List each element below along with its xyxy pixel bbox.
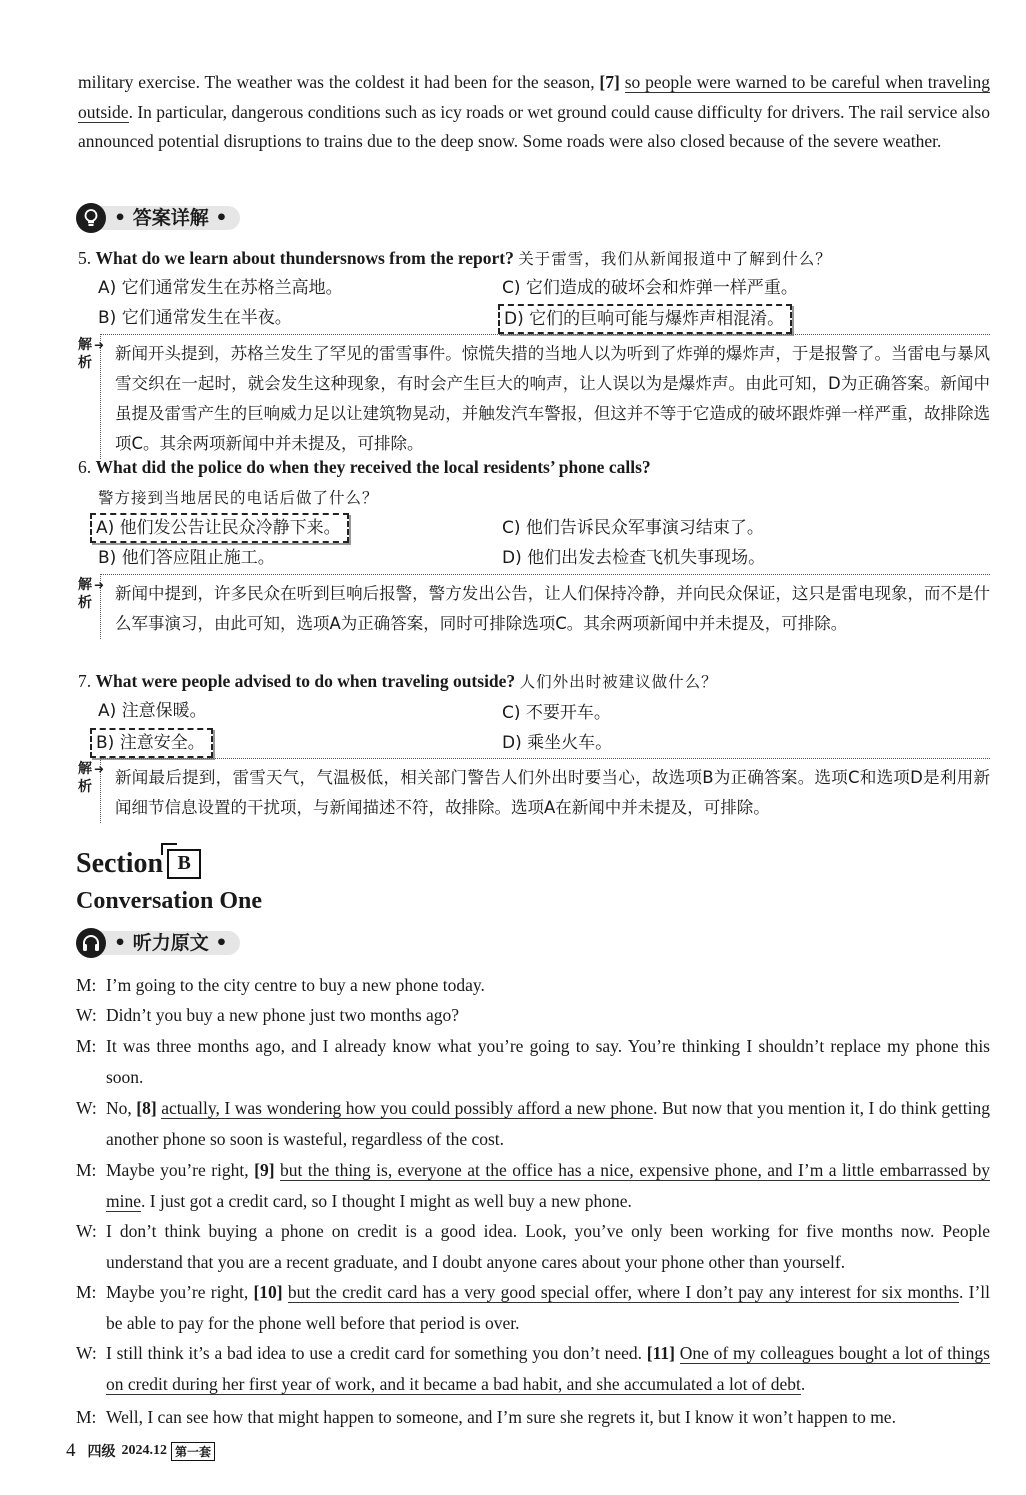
option-b: B) 它们通常发生在半夜。 xyxy=(98,308,292,328)
question-6 xyxy=(78,455,998,479)
utterance-text: I don’t think buying a phone on credit is a good idea. Look, you’ve only been working for five months now. People understand that you are a recent graduate, and I doubt anyone cares about your phone other than yourself. xyxy=(106,1221,990,1272)
correct-option-b: B) 注意安全。 xyxy=(90,728,213,758)
option-c: C) 它们造成的破坏会和炸弹一样严重。 xyxy=(502,278,798,298)
question-english: What were people advised to do when traveling outside? xyxy=(95,671,516,691)
speaker-label: W: xyxy=(76,1221,97,1241)
utterance-text: I’m going to the city centre to buy a new phone today. xyxy=(106,975,485,995)
question-marker: [11] xyxy=(646,1343,675,1363)
explanation-tag: 解析 ➜ xyxy=(78,337,105,371)
speaker-label: W: xyxy=(76,1005,97,1025)
section-letter-box: B xyxy=(167,849,201,879)
paragraph-text: . In particular, dangerous conditions such as icy roads or wet ground could cause difficulty for drivers. The rail service also announced potential disruptions to trains due to the deep snow. Some roads were also closed because of the severe weather. xyxy=(78,101,990,151)
question-marker: [9] xyxy=(254,1160,275,1180)
dialogue-line: M: Maybe you’re right, [9] but the thing is, everyone at the office has a nice, expensive phone, and I’m a little embarrassed by mine. I just got a credit card, so I thought I might as well buy a new phone. xyxy=(76,1155,990,1216)
explanation-text: 新闻中提到，许多民众在听到巨响后报警，警方发出公告，让人们保持冷静，并向民众保证，这只是雷电现象，而不是什么军事演习，由此可知，选项A为正确答案，同时可排除选项C。其余两项新闻中并未提及，可排除。 xyxy=(100,574,990,639)
utterance-text: Didn’t you buy a new phone just two months ago? xyxy=(106,1005,460,1025)
explanation-tag: 解析 ➜ xyxy=(78,761,105,795)
question-english: What do we learn about thundersnows from the report? xyxy=(95,248,514,268)
option-a: A) 注意保暖。 xyxy=(98,701,207,721)
explanation-6 xyxy=(78,574,990,664)
utterance-text: Well, I can see how that might happen to someone, and I’m sure she regrets it, but I know it won’t happen to me. xyxy=(106,1407,896,1427)
page-number: 4 xyxy=(66,1440,76,1461)
underlined-key-sentence: but the credit card has a very good special offer, where I don’t pay any interest for six months xyxy=(287,1282,959,1302)
dialogue-line: W: I still think it’s a bad idea to use a credit card for something you don’t need. [11] One of my colleagues bought a lot of things on credit during her first year of work, and it became a bad habit, and she accumulated a lot of debt. xyxy=(76,1338,990,1399)
speaker-label: M: xyxy=(76,1036,97,1056)
dialogue-line xyxy=(76,1402,990,1433)
underlined-key-sentence: so people were warned to be careful when traveling outside xyxy=(78,72,990,122)
question-chinese: 关于雷雪，我们从新闻报道中了解到什么？ xyxy=(518,250,832,268)
headphones-icon xyxy=(76,928,106,958)
underlined-key-sentence: but the thing is, everyone at the office has a nice, expensive phone, and I’m a little embarrassed by mine xyxy=(106,1160,991,1211)
exam-set: 第一套 xyxy=(171,1442,215,1461)
conversation-title: Conversation One xyxy=(76,888,262,914)
listening-header-label: • 听力原文 • xyxy=(98,931,240,955)
question-marker: [8] xyxy=(136,1098,157,1118)
underlined-key-sentence: One of my colleagues bought a lot of things on credit during her first year of work, and it became a bad habit, and she accumulated a lot of debt xyxy=(106,1343,990,1394)
speaker-label: M: xyxy=(76,975,97,995)
option-a: A) 它们通常发生在苏格兰高地。 xyxy=(98,278,343,298)
section-heading: Section B xyxy=(76,848,201,880)
question-chinese: 人们外出时被建议做什么？ xyxy=(519,673,718,691)
paragraph-text: military exercise. The weather was the coldest it had been for the season, xyxy=(78,72,600,92)
speaker-label: W: xyxy=(76,1343,97,1363)
question-6-chinese: 警方接到当地居民的电话后做了什么？ xyxy=(98,489,379,507)
exam-level: 四级 xyxy=(87,1444,116,1460)
arrow-icon: ➜ xyxy=(94,338,105,352)
explanation-text: 新闻最后提到，雷雪天气，气温极低，相关部门警告人们外出时要当心，故选项B为正确答案。选项C和选项D是利用新闻细节信息设置的干扰项，与新闻描述不符，故排除。选项A在新闻中并未提及，可排除。 xyxy=(100,758,990,823)
dialogue-line xyxy=(76,1000,990,1031)
question-marker: [10] xyxy=(253,1282,283,1302)
option-d: D) 乘坐火车。 xyxy=(502,733,613,753)
dialogue-line xyxy=(76,1216,990,1277)
explanation-5 xyxy=(78,334,990,453)
dialogue-line: W: No, [8] actually, I was wondering how you could possibly afford a new phone. But now that you mention it, I do think getting another phone so soon is wasteful, regardless of the cost. xyxy=(76,1093,990,1154)
answers-header-label: • 答案详解 • xyxy=(98,206,240,230)
speaker-label: M: xyxy=(76,1282,97,1302)
explanation-7 xyxy=(78,758,990,820)
underlined-key-sentence: actually, I was wondering how you could possibly afford a new phone xyxy=(161,1098,654,1118)
dialogue-line xyxy=(76,1031,990,1092)
question-5 xyxy=(78,246,998,271)
correct-option-a: A) 他们发公告让民众冷静下来。 xyxy=(90,513,349,543)
question-number: 5. xyxy=(78,248,92,268)
page-footer xyxy=(66,1440,215,1462)
dialogue-line: M: Maybe you’re right, [10] but the credit card has a very good special offer, where I don’t pay any interest for six months. I’ll be able to pay for the phone well before that period is over. xyxy=(76,1277,990,1338)
question-marker: [7] xyxy=(599,72,620,92)
speaker-label: W: xyxy=(76,1098,97,1118)
option-b: B) 他们答应阻止施工。 xyxy=(98,548,275,568)
explanation-tag: 解析 ➜ xyxy=(78,577,105,611)
question-english: What did the police do when they received the local residents’ phone calls? xyxy=(95,457,651,477)
question-number: 6. xyxy=(78,457,92,477)
question-7 xyxy=(78,669,998,694)
correct-option-d: D) 它们的巨响可能与爆炸声相混淆。 xyxy=(498,304,792,334)
lightbulb-icon xyxy=(76,203,106,233)
option-d: D) 他们出发去检查飞机失事现场。 xyxy=(502,548,766,568)
transcript-paragraph xyxy=(78,68,990,157)
explanation-text: 新闻开头提到，苏格兰发生了罕见的雷雪事件。惊慌失措的当地人以为听到了炸弹的爆炸声，于是报警了。当雷电与暴风雪交织在一起时，就会发生这种现象，有时会产生巨大的响声，让人误以为是爆炸声。由此可知，D为正确答案。新闻中虽提及雷雪产生的巨响威力足以让建筑物晃动，并触发汽车警报，但这并不等于它造成的破坏跟炸弹一样严重，故排除选项C。其余两项新闻中并未提及，可排除。 xyxy=(100,334,990,459)
question-number: 7. xyxy=(78,671,92,691)
utterance-text: It was three months ago, and I already know what you’re going to say. You’re thinking I shouldn’t replace my phone this soon. xyxy=(106,1036,990,1087)
option-c: C) 不要开车。 xyxy=(502,703,611,723)
arrow-icon: ➜ xyxy=(94,762,105,776)
dialogue-line xyxy=(76,970,990,1001)
arrow-icon: ➜ xyxy=(94,578,105,592)
option-c: C) 他们告诉民众军事演习结束了。 xyxy=(502,518,764,538)
exam-date: 2024.12 xyxy=(121,1443,167,1458)
speaker-label: M: xyxy=(76,1160,97,1180)
listening-section-header xyxy=(76,928,240,958)
answers-section-header xyxy=(76,203,240,233)
speaker-label: M: xyxy=(76,1407,97,1427)
